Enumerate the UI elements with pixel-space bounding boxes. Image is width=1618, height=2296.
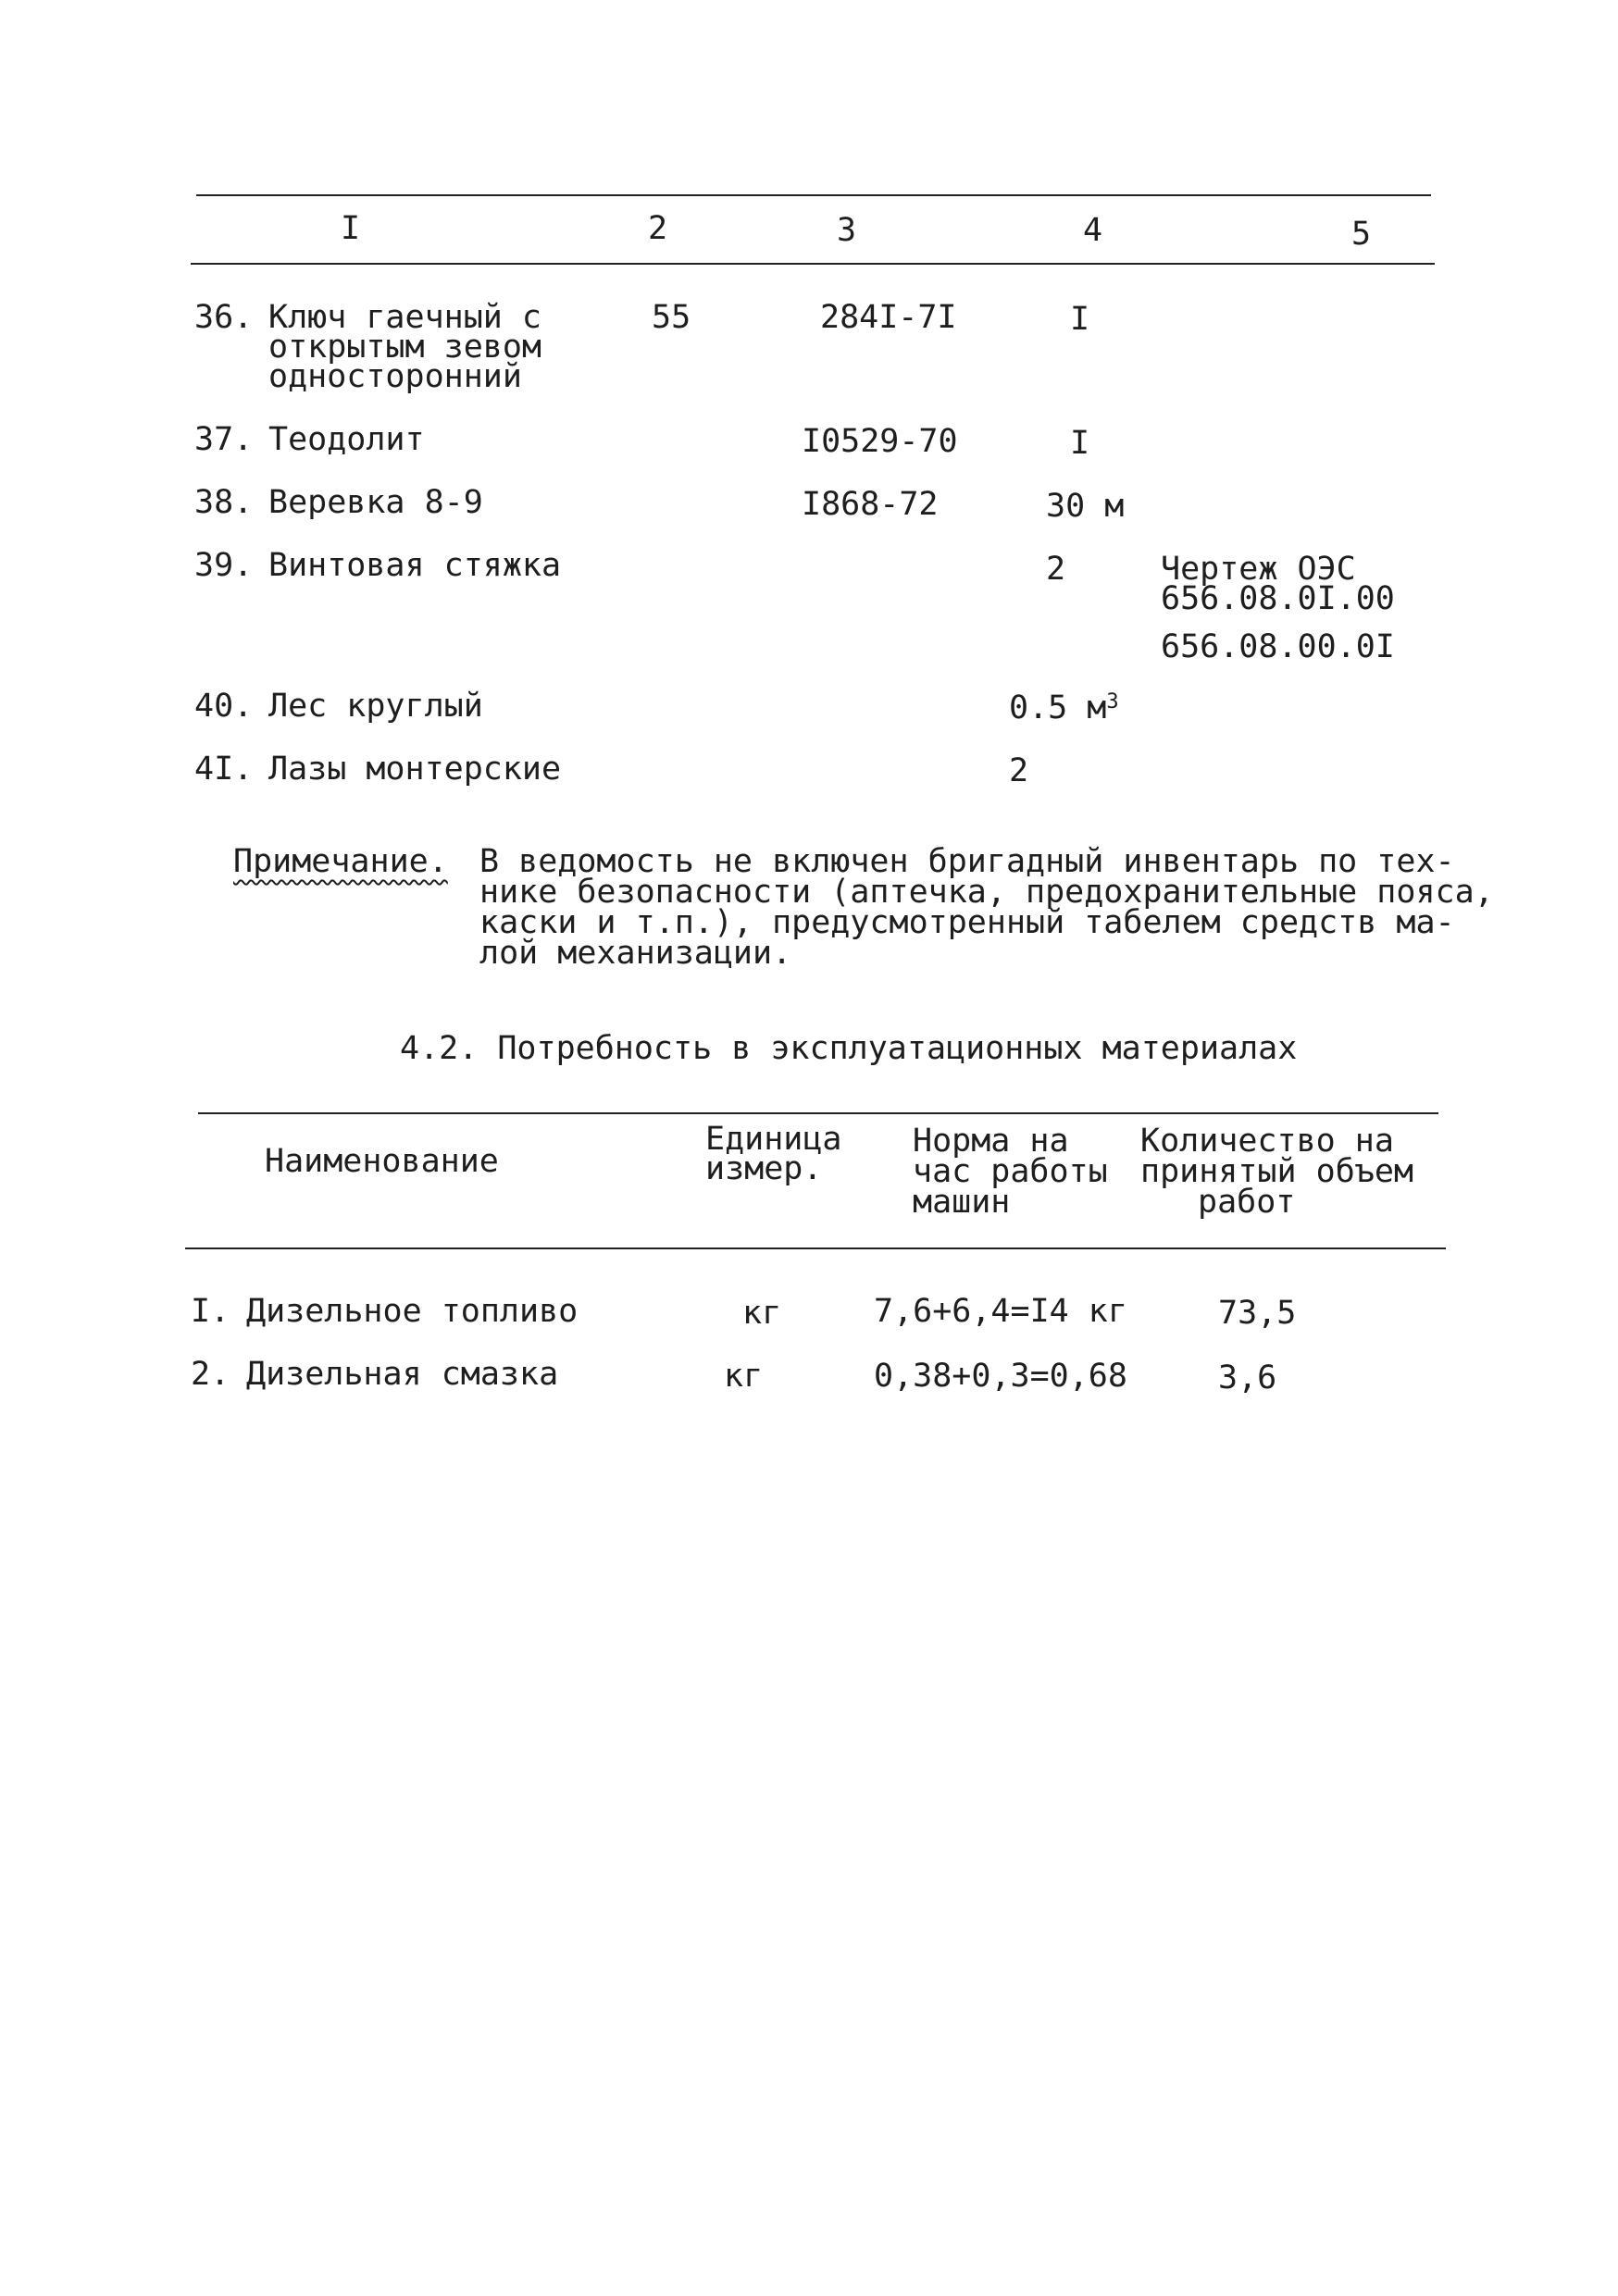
note-line: лой механизации.	[479, 935, 792, 972]
item-qty: 2	[1046, 551, 1066, 588]
table2-header-qty: Количество на	[1140, 1123, 1394, 1160]
table2-header-norm: Норма на	[913, 1123, 1069, 1160]
table2-header-unit: измер.	[705, 1150, 823, 1187]
table2-header-rule	[185, 1247, 1446, 1249]
note-line: В ведомость не включен бригадный инвентарь по тех-	[479, 843, 1455, 880]
table2-header-norm: час работы	[913, 1153, 1108, 1190]
table2-header-qty: принятый объем	[1140, 1153, 1414, 1190]
table1-header-col4: 4	[1083, 212, 1103, 249]
table2-header-name: Наименование	[265, 1143, 499, 1180]
material-qty: 3,6	[1218, 1359, 1277, 1396]
table2-header-norm: машин	[913, 1184, 1011, 1221]
table2-header-qty: работ	[1198, 1184, 1296, 1221]
item-name-line: Лазы монтерские	[268, 751, 562, 788]
item-qty: 30 м	[1046, 488, 1125, 525]
material-unit: кг	[724, 1358, 764, 1395]
row-number: 2.	[191, 1356, 230, 1393]
row-number: 36.	[194, 299, 254, 336]
material-name: Дизельное топливо	[246, 1293, 579, 1330]
item-name-line: открытым зевом	[268, 329, 542, 366]
item-drawing-ref: 656.08.0I.00	[1161, 580, 1395, 617]
row-number: 38.	[194, 484, 254, 521]
table1-header-col5: 5	[1351, 216, 1372, 253]
item-name-line: односторонний	[268, 358, 522, 395]
row-number: I.	[191, 1293, 230, 1330]
note-label: Примечание.	[233, 843, 448, 880]
table2-top-rule	[198, 1112, 1438, 1114]
item-name-line: Лес круглый	[268, 688, 483, 725]
item-col2: 55	[652, 299, 691, 336]
item-name-line: Теодолит	[268, 421, 425, 458]
table1-top-rule	[196, 194, 1431, 196]
note-line: нике безопасности (аптечка, предохранительные пояса,	[479, 874, 1494, 911]
table1-header-col1: I	[341, 210, 361, 247]
item-qty: I	[1070, 425, 1090, 462]
row-number: 37.	[194, 421, 254, 458]
item-name-line: Веревка 8-9	[268, 484, 483, 521]
item-qty: I	[1070, 301, 1090, 338]
unit-exponent: 3	[1106, 690, 1119, 714]
item-drawing-ref: Чертеж ОЭС	[1161, 551, 1356, 588]
table2-header-unit: Единица	[705, 1121, 842, 1158]
item-qty: 2	[1009, 752, 1029, 789]
item-name-line: Винтовая стяжка	[268, 547, 562, 584]
note-line: каски и т.п.), предусмотренный табелем средств ма-	[479, 904, 1455, 941]
row-number: 39.	[194, 547, 254, 584]
section-title: 4.2. Потребность в эксплуатационных материалах	[400, 1030, 1298, 1067]
material-unit: кг	[742, 1295, 782, 1332]
item-qty	[1009, 689, 1119, 726]
material-name: Дизельная смазка	[246, 1356, 559, 1393]
material-qty: 73,5	[1218, 1295, 1297, 1332]
item-drawing-ref: 656.08.00.0I	[1161, 628, 1395, 665]
material-norm: 0,38+0,3=0,68	[874, 1358, 1127, 1395]
material-norm: 7,6+6,4=I4 кг	[874, 1293, 1127, 1330]
table1-header-col3: 3	[837, 212, 857, 249]
item-gost: I0529-70	[802, 423, 958, 460]
item-gost: 284I-7I	[820, 299, 957, 336]
row-number: 40.	[194, 688, 254, 725]
table1-header-rule	[191, 263, 1435, 265]
item-gost: I868-72	[802, 486, 939, 523]
table1-header-col2: 2	[648, 210, 668, 247]
item-name-line: Ключ гаечный с	[268, 299, 542, 336]
qty-value: 0.5 м	[1009, 689, 1107, 726]
row-number: 4I.	[194, 751, 254, 788]
